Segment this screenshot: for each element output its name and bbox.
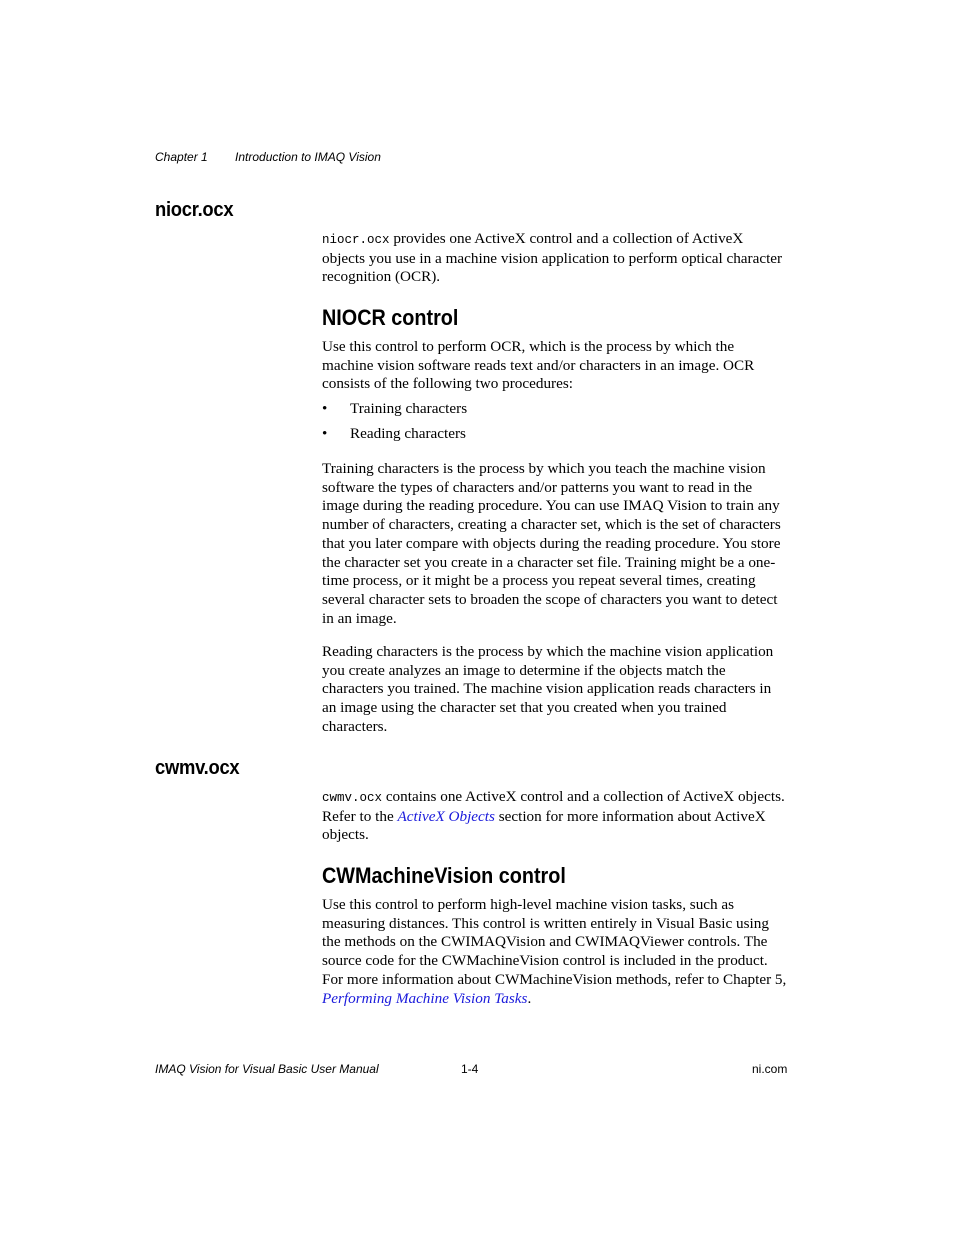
footer-page-number: 1-4 [461,1062,479,1076]
chapter-title: Introduction to IMAQ Vision [235,150,381,164]
niocr-intro-text: provides one ActiveX control and a collection of ActiveX objects you use in a machine vision application to perform optical character recognition (OCR). [322,230,783,286]
cwmv-intro-paragraph [322,788,788,845]
list-item-training [322,400,467,419]
reading-paragraph: Reading characters is the process by which the machine vision application you create analyzes an image to determine if the objects match the characters you trained. The machine vision application reads characters in an image using the character set that you created when you trained characters. [322,643,774,735]
running-header [155,150,381,164]
cwmachinevision-text: Use this control to perform high-level machine vision tasks, such as measuring distances. This control is written entirely in Visual Basic using the methods on the CWIMAQVision and CWIMAQViewer controls. The source code for the CWMachineVision control is included in the product. For more information about CWMachineVision methods, refer to Chapter 5, [322,896,787,988]
niocr-intro-paragraph [322,230,788,287]
list-item-text: Training characters [350,400,468,417]
performing-machine-vision-tasks-link[interactable]: Performing Machine Vision Tasks [322,989,528,1007]
section-heading-niocr: niocr.ocx [155,199,234,221]
activex-objects-link[interactable]: ActiveX Objects [397,807,495,825]
cwmv-intro-text-b: section for more information about ActiveX objects. [322,807,766,844]
bullet-icon: • [322,400,328,417]
list-item-reading [322,425,466,444]
cwmv-code: cwmv.ocx [322,791,383,805]
niocr-code: niocr.ocx [322,233,390,247]
footer-manual-title: IMAQ Vision for Visual Basic User Manual [155,1062,379,1076]
chapter-label: Chapter 1 [155,150,208,164]
cwmv-intro-text-a: contains one ActiveX control and a collection of ActiveX objects. Refer to the [322,788,785,825]
footer-site: ni.com [752,1062,788,1076]
subheading-cwmachinevision-control: CWMachineVision control [322,863,566,888]
subheading-niocr-control: NIOCR control [322,305,459,330]
bullet-icon: • [322,425,328,442]
cwmachinevision-paragraph [322,896,788,1008]
list-item-text: Reading characters [350,425,466,442]
section-heading-cwmv: cwmv.ocx [155,757,240,779]
niocr-control-paragraph: Use this control to perform OCR, which is the process by which the machine vision software reads text and/or characters in an image. OCR consists of the following two procedures: [322,338,755,393]
training-paragraph: Training characters is the process by which you teach the machine vision software the types of characters and/or patterns you want to read in the image during the reading procedure. You can use IMAQ Vision to train any number of characters, creating a character set, which is the set of characters that you later compare with objects during the reading procedure. You store the character set you create in a character set file. Training might be a one-time process, or it might be a process you repeat several times, creating several character sets to broaden the scope of characters you want to detect in an image. [322,460,781,627]
cwmachinevision-period: . [527,989,532,1007]
